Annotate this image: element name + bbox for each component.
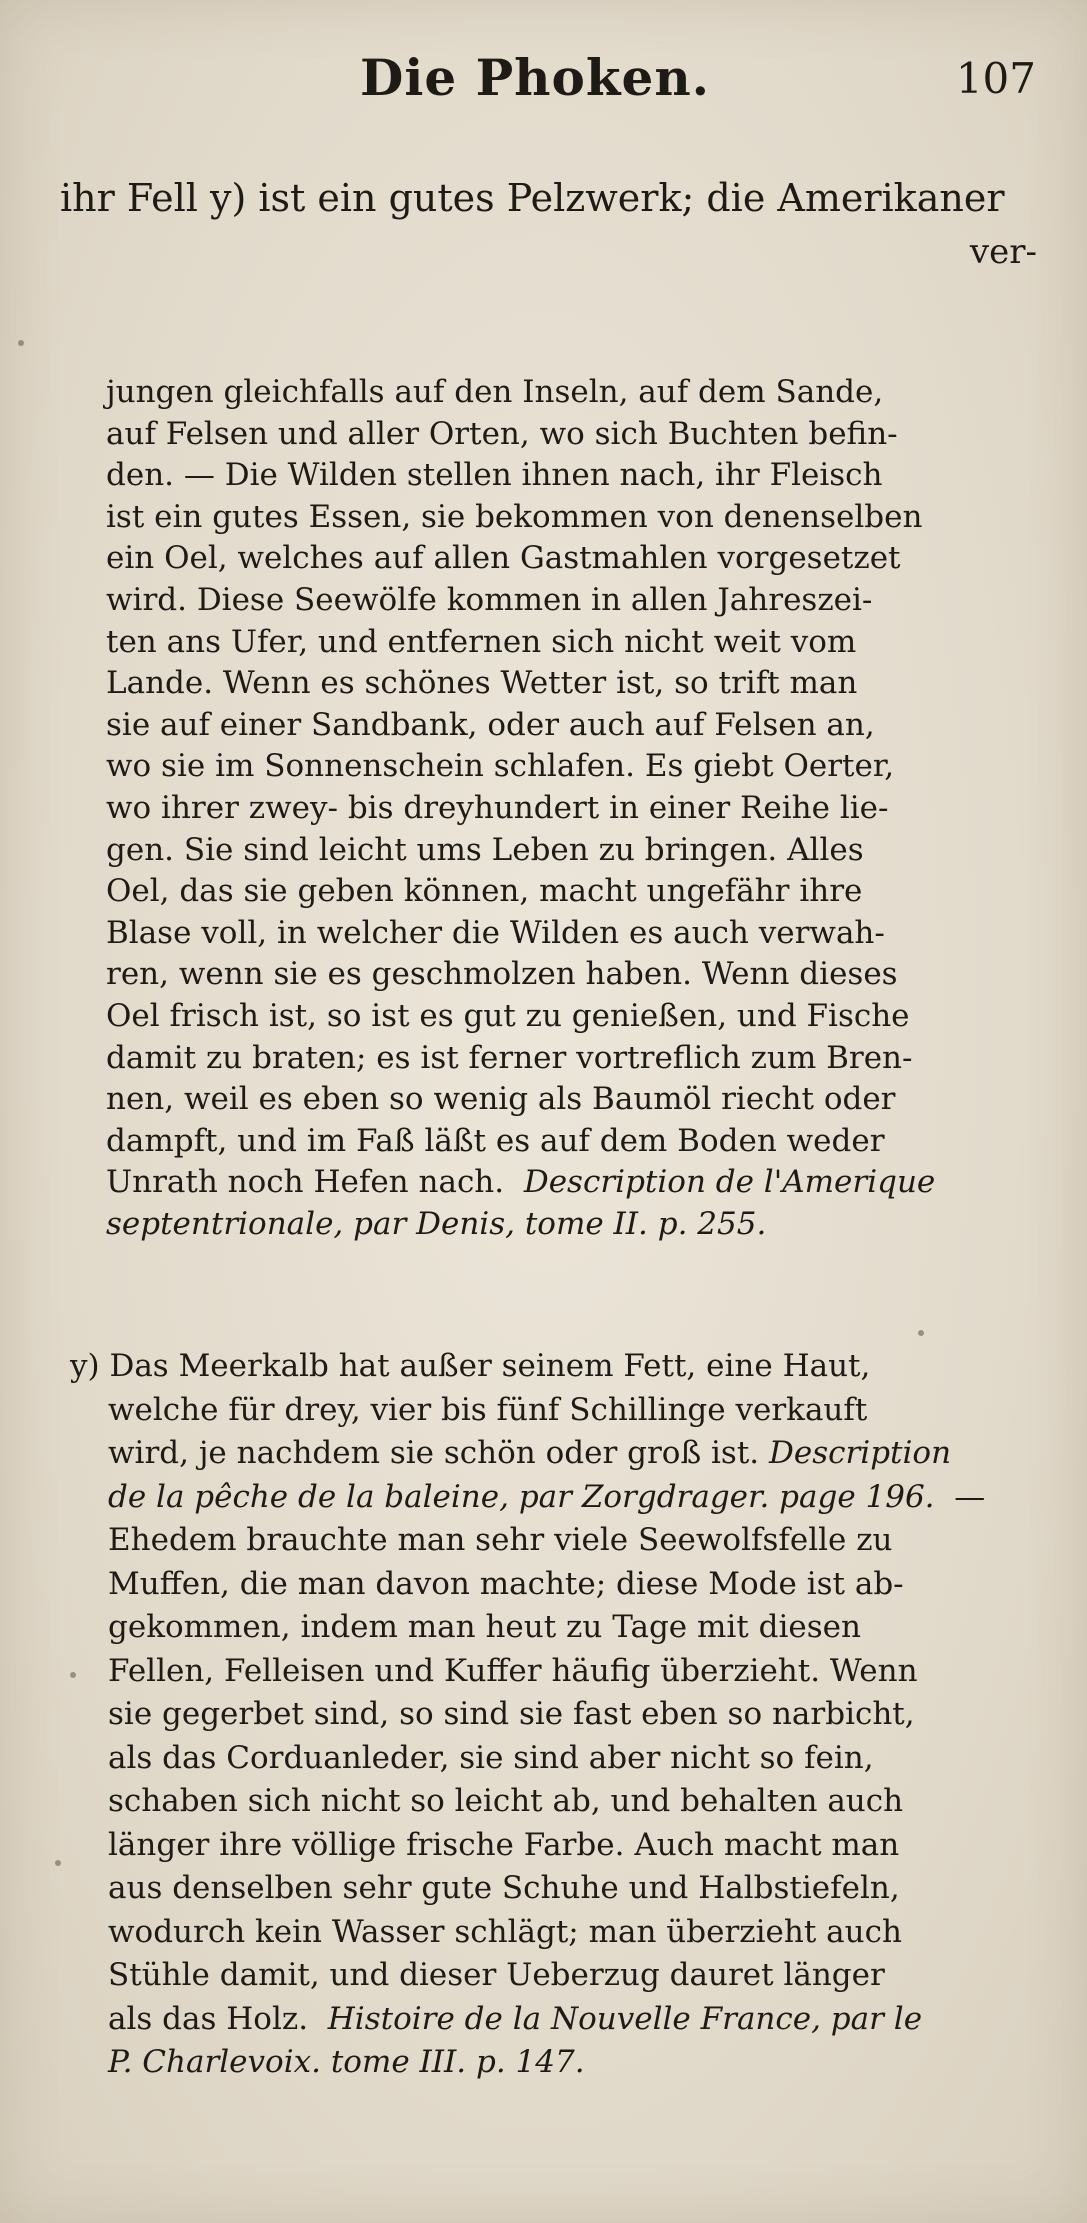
text-line: den. — Die Wilden stellen ihnen nach, ihr Fleisch bbox=[106, 457, 883, 494]
text-line: sie auf einer Sandbank, oder auch auf Felsen an, bbox=[106, 706, 875, 743]
text-line: Blase voll, in welcher die Wilden es auch verwah- bbox=[106, 914, 885, 951]
text-line: Lande. Wenn es schönes Wetter ist, so trift man bbox=[106, 665, 858, 702]
footnote-line: Fellen, Felleisen und Kuffer häufig überzieht. Wenn bbox=[108, 1652, 918, 1689]
footnote-line: gekommen, indem man heut zu Tage mit diesen bbox=[108, 1609, 861, 1645]
footnote-line: welche für drey, vier bis fünf Schillinge verkauft bbox=[108, 1391, 868, 1428]
footnote-line bbox=[70, 1998, 1080, 2042]
running-title: Die Phoken. bbox=[360, 48, 711, 107]
text-line: damit zu braten; es ist ferner vortreflich zum Bren- bbox=[106, 1039, 913, 1076]
text-line: nen, weil es eben so wenig als Baumöl riecht oder bbox=[106, 1081, 896, 1118]
footnote-line: Stühle damit, und dieser Ueberzug dauret länger bbox=[108, 1957, 885, 1993]
text-line: dampft, und im Faß läßt es auf dem Boden weder bbox=[106, 1122, 885, 1159]
paper-speck bbox=[70, 1672, 76, 1678]
footnote-line: Ehedem brauchte man sehr viele Seewolfsfelle zu bbox=[108, 1522, 893, 1558]
text-line: ein Oel, welches auf allen Gastmahlen vorgesetzet bbox=[106, 540, 901, 577]
text-fragment: Unrath noch Hefen nach. bbox=[106, 1164, 505, 1201]
text-line: auf Felsen und aller Orten, wo sich Buchten befin- bbox=[106, 415, 898, 452]
text-line: Oel frisch ist, so ist es gut zu genießen, und Fische bbox=[106, 997, 910, 1034]
footnote-line bbox=[70, 1476, 1080, 1520]
text-fragment: wird, je nachdem sie schön oder groß ist. bbox=[108, 1435, 760, 1471]
page-header bbox=[360, 48, 1050, 118]
citation: Description bbox=[769, 1435, 952, 1471]
text-line: wird. Diese Seewölfe kommen in allen Jahreszei- bbox=[106, 581, 873, 618]
citation: Histoire de la Nouvelle France, par le bbox=[327, 2000, 923, 2037]
footnote-line bbox=[70, 1432, 1080, 1476]
paper-speck bbox=[55, 1860, 61, 1866]
dash: — bbox=[954, 1478, 986, 1515]
text-line: ren, wenn sie es geschmolzen haben. Wenn dieses bbox=[106, 956, 898, 993]
text-line bbox=[106, 1162, 1076, 1204]
continuation-line: ihr Fell y) ist ein gutes Pelzwerk; die Amerikaner bbox=[60, 176, 1005, 220]
text-line: ten ans Ufer, und entfernen sich nicht weit vom bbox=[106, 623, 857, 660]
citation: septentrionale, par Denis, tome II. p. 255. bbox=[106, 1205, 767, 1242]
text-line: Oel, das sie geben können, macht ungefähr ihre bbox=[106, 873, 863, 910]
paper-speck bbox=[18, 340, 24, 346]
page-number: 107 bbox=[955, 54, 1036, 103]
text-line: ist ein gutes Essen, sie bekommen von denenselben bbox=[106, 498, 923, 535]
footnote-line bbox=[70, 1345, 1080, 1389]
text-fragment: Das Meerkalb hat außer seinem Fett, eine Haut, bbox=[109, 1348, 871, 1384]
footnote-line: wodurch kein Wasser schlägt; man überzieht auch bbox=[108, 1913, 902, 1950]
text-line: wo sie im Sonnenschein schlafen. Es giebt Oerter, bbox=[106, 748, 895, 785]
footnote-line: Muffen, die man davon machte; diese Mode ist ab- bbox=[108, 1565, 904, 1602]
text-fragment: als das Holz. bbox=[108, 2000, 309, 2037]
text-line: jungen gleichfalls auf den Inseln, auf dem Sande, bbox=[106, 374, 884, 410]
citation: de la pêche de la baleine, par Zorgdrager. page 196. bbox=[108, 1478, 935, 1515]
footnote-line: länger ihre völlige frische Farbe. Auch macht man bbox=[108, 1826, 900, 1863]
footnote bbox=[70, 1345, 1080, 2085]
catchword: ver- bbox=[969, 232, 1037, 272]
text-line: wo ihrer zwey- bis dreyhundert in einer Reihe lie- bbox=[106, 789, 889, 826]
footnote-line: sie gegerbet sind, so sind sie fast eben so narbicht, bbox=[108, 1696, 915, 1732]
footnote-line: schaben sich nicht so leicht ab, und behalten auch bbox=[108, 1783, 904, 1819]
main-paragraph bbox=[106, 372, 1076, 1245]
footnote-line: aus denselben sehr gute Schuhe und Halbstiefeln, bbox=[108, 1870, 900, 1906]
citation: P. Charlevoix. tome III. p. 147. bbox=[108, 2044, 585, 2080]
citation: Description de l'Amerique bbox=[523, 1164, 936, 1201]
text-line: gen. Sie sind leicht ums Leben zu bringen. Alles bbox=[106, 831, 864, 868]
paper-speck bbox=[918, 1330, 924, 1336]
footnote-line: als das Corduanleder, sie sind aber nicht so fein, bbox=[108, 1739, 874, 1776]
footnote-marker: y) bbox=[70, 1348, 100, 1384]
